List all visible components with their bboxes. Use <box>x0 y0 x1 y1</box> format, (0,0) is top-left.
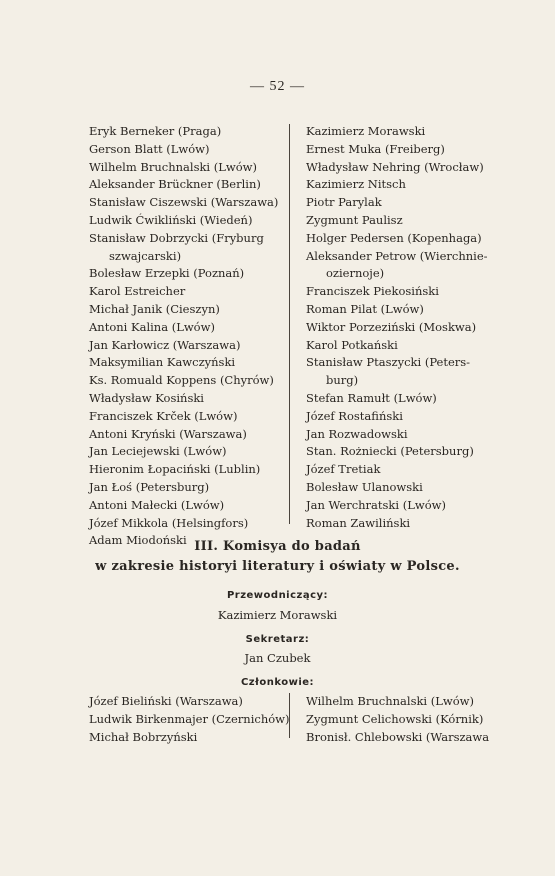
list-item: Franciszek Krček (Lwów) <box>89 408 238 423</box>
list-item: Aleksander Brückner (Berlin) <box>89 177 261 192</box>
list-item: Stan. Rożniecki (Petersburg) <box>306 444 474 459</box>
list-item: Hieronim Łopaciński (Lublin) <box>89 462 261 477</box>
secretary-name: Jan Czubek <box>244 651 311 665</box>
list-item: Jan Leciejewski (Lwów) <box>89 444 227 459</box>
list-item: szwajcarski) <box>109 248 182 263</box>
list-item: Stanisław Ptaszycki (Peters- <box>306 355 471 370</box>
list-item: Jan Rozwadowski <box>306 426 408 441</box>
list-item: Kazimierz Nitsch <box>306 177 406 192</box>
list-item: Karol Potkański <box>306 337 398 352</box>
section-subtitle: w zakresie historyi literatury i oświaty w Polsce. <box>95 559 460 574</box>
secretary-label: Sekretarz: <box>245 634 310 645</box>
list-item: Ernest Muka (Freiberg) <box>306 141 445 156</box>
list-item: Ludwik Birkenmajer (Czernichów) <box>89 711 290 726</box>
list-item: Zygmunt Celichowski (Kórnik) <box>306 711 484 726</box>
list-item: Holger Pedersen (Kopenhaga) <box>306 230 482 245</box>
list-item: Jan Karłowicz (Warszawa) <box>89 337 241 352</box>
list-item: Stanisław Dobrzycki (Fryburg <box>89 230 264 245</box>
list-item: Antoni Małecki (Lwów) <box>89 497 225 512</box>
list-item: Roman Pilat (Lwów) <box>306 301 424 316</box>
list-item: Józef Rostafiński <box>306 408 403 423</box>
list-item: Józef Bieliński (Warszawa) <box>89 694 243 708</box>
list-item: Michał Janik (Cieszyn) <box>89 301 220 316</box>
commission-members-right <box>306 693 496 746</box>
chair-name: Kazimierz Morawski <box>217 608 338 622</box>
list-item: Władysław Nehring (Wrocław) <box>306 159 484 174</box>
list-item: oziernoje) <box>326 266 385 281</box>
list-item: Zygmunt Paulisz <box>306 212 403 227</box>
list-item: Jan Łoś (Petersburg) <box>89 479 210 494</box>
list-item: Józef Tretiak <box>306 462 381 477</box>
commission-members-left <box>89 693 290 746</box>
list-item: Franciszek Piekosiński <box>306 284 439 299</box>
page-number: — 52 — <box>250 79 305 94</box>
list-item: Wilhelm Bruchnalski (Lwów) <box>89 159 257 174</box>
list-item: Ludwik Ćwikliński (Wiedeń) <box>89 212 253 227</box>
list-item: Karol Estreicher <box>89 284 186 299</box>
list-item: Kazimierz Morawski <box>306 124 426 138</box>
member-list-left <box>89 123 279 550</box>
column-divider <box>289 693 290 738</box>
list-item: Bolesław Erzepki (Poznań) <box>89 266 245 281</box>
list-item: Adam Miodoński <box>89 533 187 548</box>
list-item: Antoni Kryński (Warszawa) <box>89 426 247 441</box>
list-item: Bolesław Ulanowski <box>306 479 423 494</box>
list-item: Stanisław Ciszewski (Warszawa) <box>89 195 279 210</box>
list-item: burg) <box>326 373 359 388</box>
list-item: Roman Zawiliński <box>306 515 411 530</box>
list-item: Ks. Romuald Koppens (Chyrów) <box>89 373 274 388</box>
member-list-right <box>306 123 490 532</box>
members-label: Członkowie: <box>240 677 315 688</box>
chair-label: Przewodniczący: <box>226 590 329 601</box>
list-item: Jan Werchratski (Lwów) <box>306 497 446 512</box>
list-item: Piotr Parylak <box>306 195 382 210</box>
list-item: Eryk Berneker (Praga) <box>89 124 222 138</box>
list-item: Michał Bobrzyński <box>89 729 198 744</box>
list-item: Maksymilian Kawczyński <box>89 355 236 370</box>
list-item: Władysław Kosiński <box>89 390 204 405</box>
list-item: Wiktor Porzeziński (Moskwa) <box>306 319 477 334</box>
section-title: III. Komisya do badań <box>194 539 361 554</box>
list-item: Stefan Ramułt (Lwów) <box>306 390 437 405</box>
list-item: Aleksander Petrow (Wierchnie- <box>306 248 488 263</box>
list-item: Gerson Blatt (Lwów) <box>89 141 210 156</box>
list-item: Wilhelm Bruchnalski (Lwów) <box>306 694 474 708</box>
list-item: Antoni Kalina (Lwów) <box>89 319 215 334</box>
column-divider <box>289 124 290 524</box>
list-item: Józef Mikkola (Helsingfors) <box>89 515 249 530</box>
list-item: Bronisł. Chlebowski (Warszawa <box>306 729 490 744</box>
